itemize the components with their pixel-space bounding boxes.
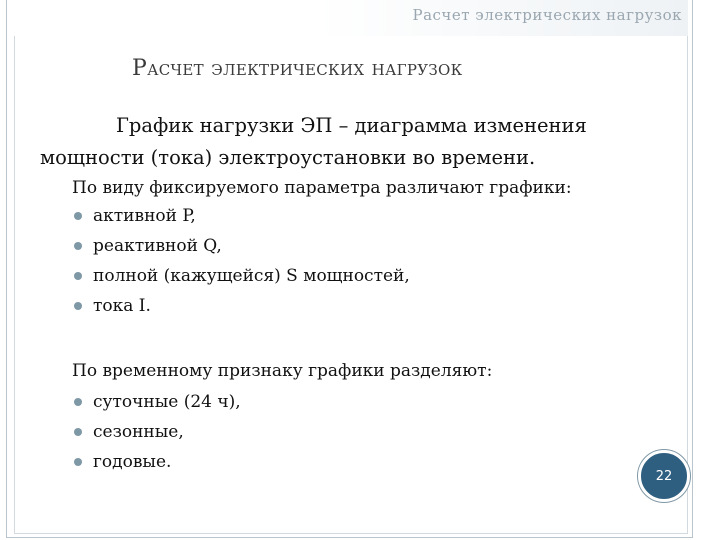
bullet-icon [74,272,82,280]
list-item-text: суточные (24 ч), [93,392,241,412]
list-item [72,291,410,321]
section-heading-time: По временному признаку графики разделяют: [72,361,493,381]
bullet-icon [74,212,82,220]
list-item-text: реактивной Q, [93,236,222,256]
list-item-text: сезонные, [93,422,184,442]
list-item-text: активной P, [93,206,196,226]
list-item [72,201,410,231]
bullet-icon [74,458,82,466]
list-item [72,447,241,477]
page-number-badge: 22 [638,450,690,502]
list-item [72,417,241,447]
section-heading-parameter: По виду фиксируемого параметра различают графики: [72,178,572,198]
bullet-icon [74,242,82,250]
header-label: Расчет электрических нагрузок [412,6,682,24]
list-item [72,231,410,261]
list-item [72,261,410,291]
parameter-list [72,201,410,321]
bullet-icon [74,302,82,310]
list-item-text: годовые. [93,452,172,472]
list-item-text: тока I. [93,296,151,316]
bullet-icon [74,398,82,406]
slide-title: Расчет электрических нагрузок [132,56,463,81]
list-item-text: полной (кажущейся) S мощностей, [93,266,410,286]
list-item [72,387,241,417]
time-list [72,387,241,477]
bullet-icon [74,428,82,436]
intro-paragraph: График нагрузки ЭП – диаграмма изменения мощности (тока) электроустановки во времени. [40,114,587,169]
